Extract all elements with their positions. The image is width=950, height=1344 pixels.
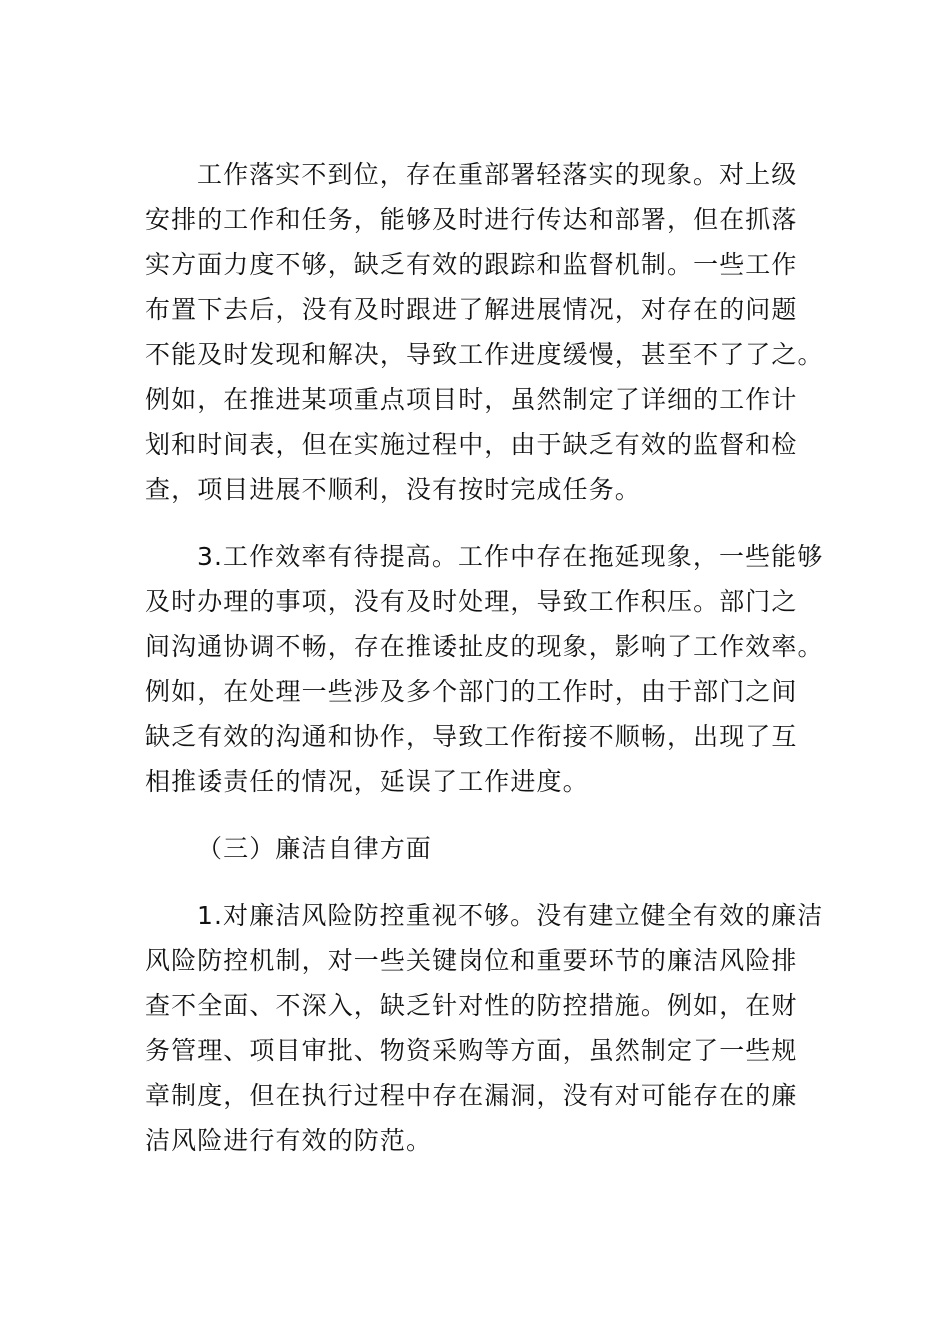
paragraph-work-implementation (145, 152, 824, 512)
text-line: 工作落实不到位，存在重部署轻落实的现象。对上级 (197, 160, 798, 189)
text-line: 布置下去后，没有及时跟进了解进展情况，对存在的问题 (145, 295, 798, 324)
text-line: 相推诿责任的情况，延误了工作进度。 (145, 767, 589, 796)
text-line: 划和时间表，但在实施过程中，由于缺乏有效的监督和检 (145, 430, 798, 459)
text-line: 不能及时发现和解决，导致工作进度缓慢，甚至不了了之。 (145, 340, 824, 369)
text-line: 1.对廉洁风险防控重视不够。没有建立健全有效的廉洁 (197, 901, 824, 930)
section-heading: （三）廉洁自律方面 (197, 834, 432, 863)
text-line: 洁风险进行有效的防范。 (145, 1126, 433, 1155)
text-line: 例如，在处理一些涉及多个部门的工作时，由于部门之间 (145, 677, 798, 706)
text-line: 及时办理的事项，没有及时处理，导致工作积压。部门之 (145, 587, 798, 616)
section-heading-integrity (145, 826, 807, 871)
document-page (145, 152, 824, 1163)
paragraph-spacer (145, 512, 807, 534)
paragraph-spacer (145, 871, 807, 893)
text-line: 查不全面、不深入，缺乏针对性的防控措施。例如，在财 (145, 991, 798, 1020)
text-line: 查，项目进展不顺利，没有按时完成任务。 (145, 475, 641, 504)
text-line: 例如，在推进某项重点项目时，虽然制定了详细的工作计 (145, 385, 798, 414)
text-line: 缺乏有效的沟通和协作，导致工作衔接不顺畅，出现了互 (145, 722, 798, 751)
paragraph-risk-control (145, 893, 824, 1163)
paragraph-work-efficiency (145, 534, 824, 804)
text-line: 章制度，但在执行过程中存在漏洞，没有对可能存在的廉 (145, 1081, 798, 1110)
text-line: 务管理、项目审批、物资采购等方面，虽然制定了一些规 (145, 1036, 798, 1065)
text-line: 实方面力度不够，缺乏有效的跟踪和监督机制。一些工作 (145, 250, 798, 279)
text-line: 安排的工作和任务，能够及时进行传达和部署，但在抓落 (145, 205, 798, 234)
text-line: 3.工作效率有待提高。工作中存在拖延现象，一些能够 (197, 542, 824, 571)
text-line: 风险防控机制，对一些关键岗位和重要环节的廉洁风险排 (145, 946, 798, 975)
paragraph-spacer (145, 804, 807, 826)
text-line: 间沟通协调不畅，存在推诿扯皮的现象，影响了工作效率。 (145, 632, 824, 661)
